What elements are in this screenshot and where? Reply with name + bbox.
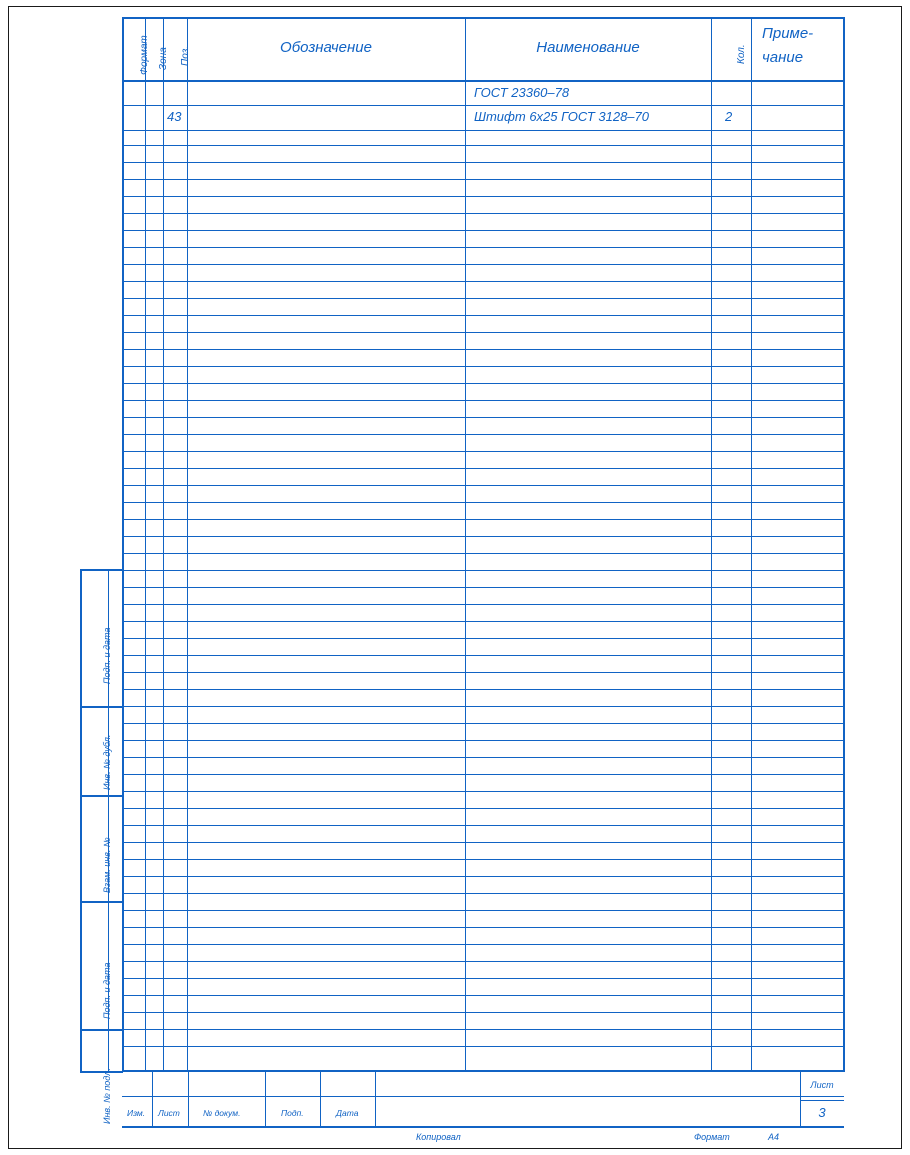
- col-zone-right: [163, 17, 164, 1070]
- side-group-sep: [80, 795, 123, 797]
- row-line: [122, 332, 844, 333]
- row-line: [122, 723, 844, 724]
- row-line: [122, 553, 844, 554]
- row-line: [122, 230, 844, 231]
- row-line: [122, 315, 844, 316]
- footer-format-label: Формат: [694, 1132, 730, 1142]
- row-line: [122, 587, 844, 588]
- header-name-label: Наименование: [536, 39, 640, 56]
- row-line: [122, 1012, 844, 1013]
- row-line: [122, 859, 844, 860]
- row-line: [122, 910, 844, 911]
- footer-copied-label: Копировал: [416, 1132, 461, 1142]
- row-line: [122, 451, 844, 452]
- footer-format-value: A4: [768, 1132, 780, 1142]
- side-group-sep: [80, 706, 123, 708]
- side-column-left-border: [80, 569, 82, 1072]
- row-line: [122, 1029, 844, 1030]
- header-qty-label: Кол.: [736, 44, 747, 64]
- title-label-list: Лист: [158, 1108, 180, 1118]
- header-zone-label: Зона: [158, 47, 169, 70]
- table-top-border: [122, 17, 844, 19]
- col-left-border: [122, 17, 124, 1072]
- title-col-dokum-right: [265, 1071, 266, 1126]
- header-bottom-line: [122, 80, 844, 82]
- row-line: [122, 383, 844, 384]
- row-line: [122, 893, 844, 894]
- header-note-label-line2: чание: [762, 49, 804, 66]
- header-note-label-line1: Приме-: [762, 25, 814, 42]
- row-line: [122, 570, 844, 571]
- side-label-podp-i-data-2: Подп. и дата: [102, 962, 112, 1019]
- row-line: [122, 298, 844, 299]
- row-line: [122, 655, 844, 656]
- side-label-vzam-inv-n: Взам. инв. №: [102, 837, 112, 893]
- row-line: [122, 162, 844, 163]
- col-qty-right: [751, 17, 752, 1070]
- cell-qty: 2: [725, 109, 733, 124]
- header-format-label: Формат: [139, 35, 150, 75]
- row-line: [122, 105, 844, 106]
- row-line: [122, 502, 844, 503]
- row-line: [122, 621, 844, 622]
- row-line: [122, 876, 844, 877]
- row-line: [122, 434, 844, 435]
- row-line: [122, 774, 844, 775]
- row-line: [122, 400, 844, 401]
- cell-pos: 43: [167, 109, 182, 124]
- row-line: [122, 808, 844, 809]
- row-line: [122, 961, 844, 962]
- header-pos-label: Поз.: [180, 45, 191, 66]
- side-label-inv-n-dubl: Инв. № дубл.: [102, 734, 112, 790]
- row-line: [122, 264, 844, 265]
- row-line: [122, 281, 844, 282]
- row-line: [122, 130, 844, 131]
- row-line: [122, 706, 844, 707]
- row-line: [122, 213, 844, 214]
- side-label-inv-n-podl: Инв. № подл.: [102, 1068, 112, 1124]
- col-format-right: [145, 17, 146, 1070]
- row-line: [122, 179, 844, 180]
- sheet-number: 3: [818, 1105, 826, 1120]
- row-line: [122, 944, 844, 945]
- row-line: [122, 825, 844, 826]
- row-line: [122, 672, 844, 673]
- title-col-data-right: [375, 1071, 376, 1126]
- title-label-izm: Изм.: [127, 1108, 146, 1118]
- col-designation-right: [465, 17, 466, 1070]
- title-label-data: Дата: [336, 1108, 359, 1118]
- title-label-n-dokum: № докум.: [203, 1108, 241, 1118]
- row-line: [122, 468, 844, 469]
- row-line: [122, 366, 844, 367]
- col-name-right: [711, 17, 712, 1070]
- cell-name: ГОСТ 23360–78: [474, 85, 570, 100]
- sheet-box-mid: [800, 1100, 844, 1101]
- row-line: [122, 247, 844, 248]
- row-line: [122, 519, 844, 520]
- row-line: [122, 638, 844, 639]
- sheet-label: Лист: [810, 1080, 834, 1090]
- row-line: [122, 145, 844, 146]
- row-line: [122, 791, 844, 792]
- row-line: [122, 536, 844, 537]
- row-line: [122, 485, 844, 486]
- col-pos-right: [187, 17, 188, 1070]
- title-col-izm-right: [152, 1071, 153, 1126]
- row-line: [122, 978, 844, 979]
- side-group-top: [80, 569, 123, 571]
- side-group-sep: [80, 901, 123, 903]
- table-bottom-border: [122, 1070, 844, 1072]
- row-line: [122, 689, 844, 690]
- title-label-podp: Подп.: [281, 1108, 304, 1118]
- title-block-mid-line: [122, 1096, 844, 1097]
- cell-name: Штифт 6х25 ГОСТ 3128–70: [474, 109, 649, 124]
- title-col-podp-right: [320, 1071, 321, 1126]
- row-line: [122, 196, 844, 197]
- title-block-bottom-line: [122, 1126, 844, 1128]
- row-line: [122, 417, 844, 418]
- side-group-sep: [80, 1029, 123, 1031]
- row-line: [122, 995, 844, 996]
- header-designation-label: Обозначение: [280, 39, 372, 56]
- side-label-podp-i-data-1: Подп. и дата: [102, 627, 112, 684]
- title-col-list-right: [188, 1071, 189, 1126]
- col-right-border: [843, 17, 845, 1072]
- row-line: [122, 604, 844, 605]
- row-line: [122, 757, 844, 758]
- row-line: [122, 927, 844, 928]
- row-line: [122, 740, 844, 741]
- row-line: [122, 349, 844, 350]
- row-line: [122, 842, 844, 843]
- row-line: [122, 1046, 844, 1047]
